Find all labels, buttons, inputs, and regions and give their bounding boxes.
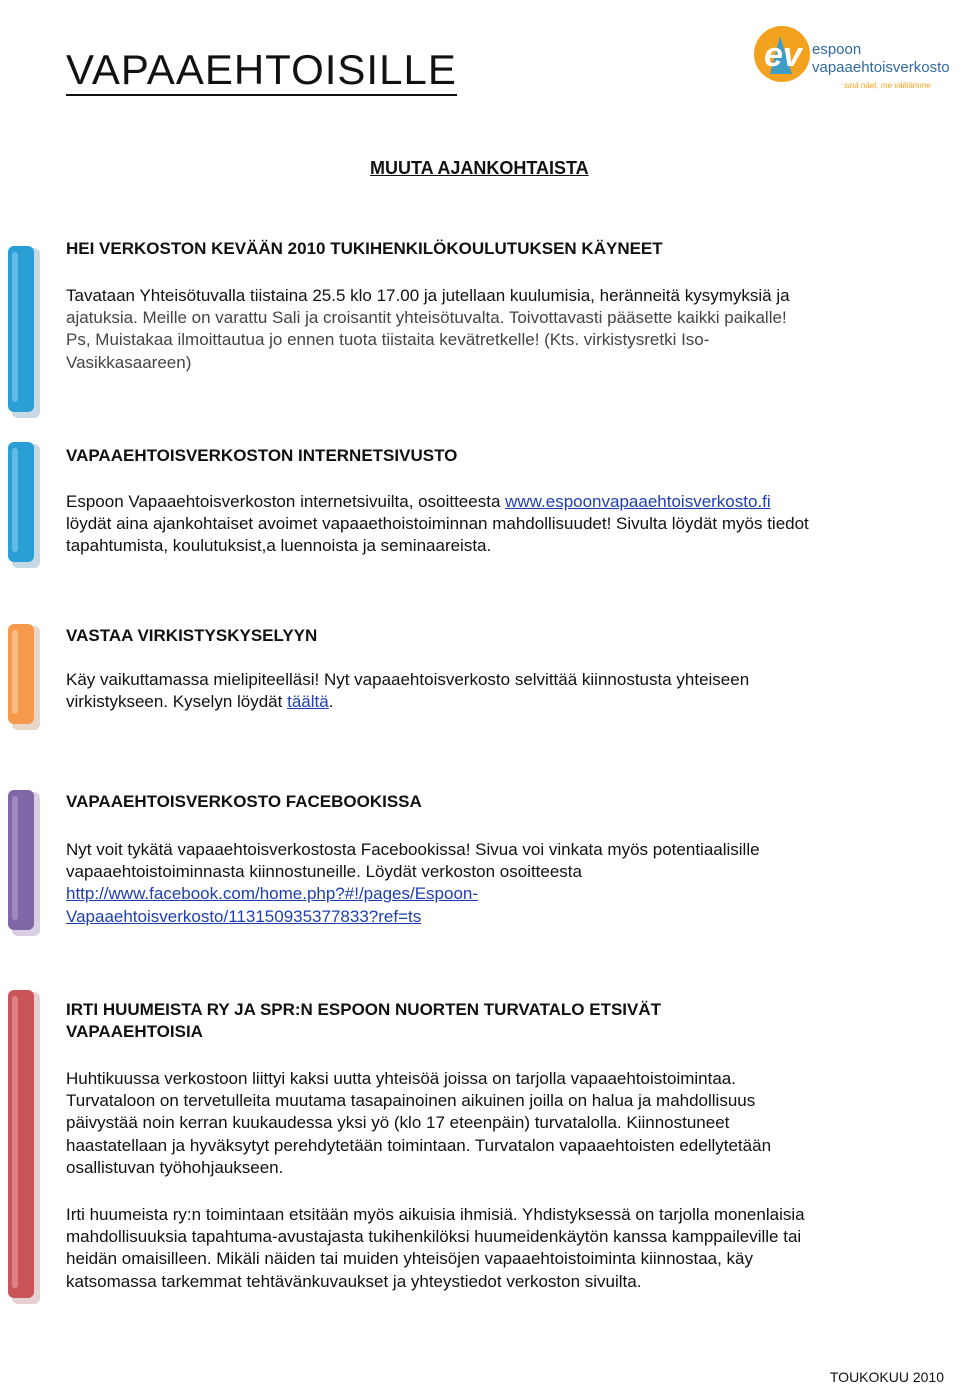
- survey-link[interactable]: täältä: [287, 692, 329, 712]
- svg-text:espoon: espoon: [812, 41, 862, 58]
- body-line: Huhtikuussa verkostoon liittyi kaksi uutta yhteisöä joissa on tarjolla vapaaehtoistoimintaa.: [66, 1069, 736, 1088]
- section-heading: [66, 999, 926, 1043]
- body-text: Espoon Vapaaehtoisverkoston internetsivuilta, osoitteesta: [66, 492, 506, 511]
- body-line: [66, 906, 926, 928]
- body-line: Turvataloon on tervetulleita muutama tasapainoinen aikuinen joilla on halua ja mahdollisuus: [66, 1091, 756, 1111]
- body-line: tapahtumista, koulutuksist,a luennoista ja seminaareista.: [66, 536, 492, 556]
- section-body: [66, 285, 926, 374]
- body-line: mahdollisuuksia tapahtuma-avustajasta tukihenkilöksi huumeidenkäytön kanssa kamppaileville tai: [66, 1227, 802, 1247]
- section-heading: VAPAAEHTOISVERKOSTO FACEBOOKISSA: [66, 792, 422, 811]
- facebook-link[interactable]: Vapaaehtoisverkosto/113150935377833?ref=ts: [66, 906, 422, 926]
- body-line: Vasikkasaareen): [66, 352, 192, 372]
- section-body: [66, 839, 926, 928]
- orange-side-bar: [6, 622, 42, 732]
- body-line: katsomassa tarkemmat tehtävänkuvaukset ja yhteystiedot verkoston sivuilta.: [66, 1271, 642, 1291]
- body-line: [66, 491, 926, 513]
- body-line: Irti huumeista ry:n toimintaan etsitään myös aikuisia ihmisiä. Yhdistyksessä on tarjolla monenlaisia: [66, 1205, 805, 1224]
- section-heading: HEI VERKOSTON KEVÄÄN 2010 TUKIHENKILÖKOULUTUKSEN KÄYNEET: [66, 239, 663, 258]
- svg-text:vapaaehtoisverkosto: vapaaehtoisverkosto: [812, 59, 950, 76]
- body-line: [66, 691, 926, 713]
- page-title: VAPAAEHTOISILLE: [66, 46, 457, 96]
- body-line: [66, 883, 926, 905]
- body-line: Käy vaikuttamassa mielipiteelläsi! Nyt vapaaehtoisverkosto selvittää kiinnostusta yhteiseen: [66, 670, 750, 689]
- svg-text:sinä näet, me välitämme: sinä näet, me välitämme: [844, 81, 931, 90]
- red-side-bar: [6, 988, 42, 1306]
- body-line: päivystää noin kerran kuukaudessa yksi yö (klo 17 eteenpäin) turvatalolla. Kiinnostuneet: [66, 1113, 730, 1133]
- blue-side-bar-1: [6, 244, 42, 422]
- heading-line: VAPAAEHTOISIA: [66, 1022, 203, 1041]
- body-line: heidän omaisilleen. Mikäli näiden tai muiden yhteisöjen vapaaehtoistoiminta kiinnostaa, käy: [66, 1249, 754, 1269]
- body-text: .: [328, 692, 334, 712]
- espoon-vapaaehtoisverkosto-logo: [752, 14, 952, 96]
- blue-side-bar-2: [6, 440, 42, 570]
- section-body: [66, 1204, 926, 1293]
- body-line: Tavataan Yhteisötuvalla tiistaina 25.5 klo 17.00 ja jutellaan kuulumisia, heränneitä kysymyksiä ja: [66, 286, 790, 305]
- svg-text:ev: ev: [764, 36, 802, 74]
- body-line: ajatuksia. Meille on varattu Sali ja croisantit yhteisötuvalta. Toivottavasti pääsette kaikki paikalle!: [66, 308, 787, 328]
- section-body: [66, 669, 926, 713]
- body-line: Nyt voit tykätä vapaaehtoisverkostosta Facebookissa! Sivua voi vinkata myös potentiaalisille: [66, 840, 760, 859]
- section-heading: VASTAA VIRKISTYSKYSELYYN: [66, 626, 318, 645]
- website-link[interactable]: www.espoonvapaaehtoisverkosto.fi: [505, 492, 771, 511]
- body-line: vapaaehtoistoiminnasta kiinnostuneille. Löydät verkoston osoitteesta: [66, 862, 582, 882]
- body-line: haastatellaan ja hyväksytyt perehdytetään toimintaan. Turvatalon vapaaehtoisten edellytetään: [66, 1135, 772, 1155]
- body-line: Ps, Muistakaa ilmoittautua jo ennen tuota tiistaita kevätretkelle! (Kts. virkistysretki Iso-: [66, 330, 710, 350]
- body-text: virkistykseen. Kyselyn löydät: [66, 692, 288, 712]
- body-line: osallistuvan työhohjaukseen.: [66, 1157, 284, 1177]
- logo-icon: [752, 14, 952, 96]
- section-body: [66, 1068, 926, 1179]
- body-line: löydät aina ajankohtaiset avoimet vapaaethoistoiminnan mahdollisuudet! Sivulta löydät myös tiedot: [66, 514, 809, 534]
- heading-line: IRTI HUUMEISTA RY JA SPR:N ESPOON NUORTEN TURVATALO ETSIVÄT: [66, 1000, 662, 1019]
- section-subtitle: MUUTA AJANKOHTAISTA: [370, 158, 589, 178]
- section-body: [66, 491, 926, 558]
- purple-side-bar: [6, 788, 42, 938]
- page-footer-date: TOUKOKUU 2010: [829, 1369, 944, 1385]
- section-heading: VAPAAEHTOISVERKOSTON INTERNETSIVUSTO: [66, 446, 458, 465]
- facebook-link[interactable]: http://www.facebook.com/home.php?#!/pages/Espoon-: [66, 884, 479, 904]
